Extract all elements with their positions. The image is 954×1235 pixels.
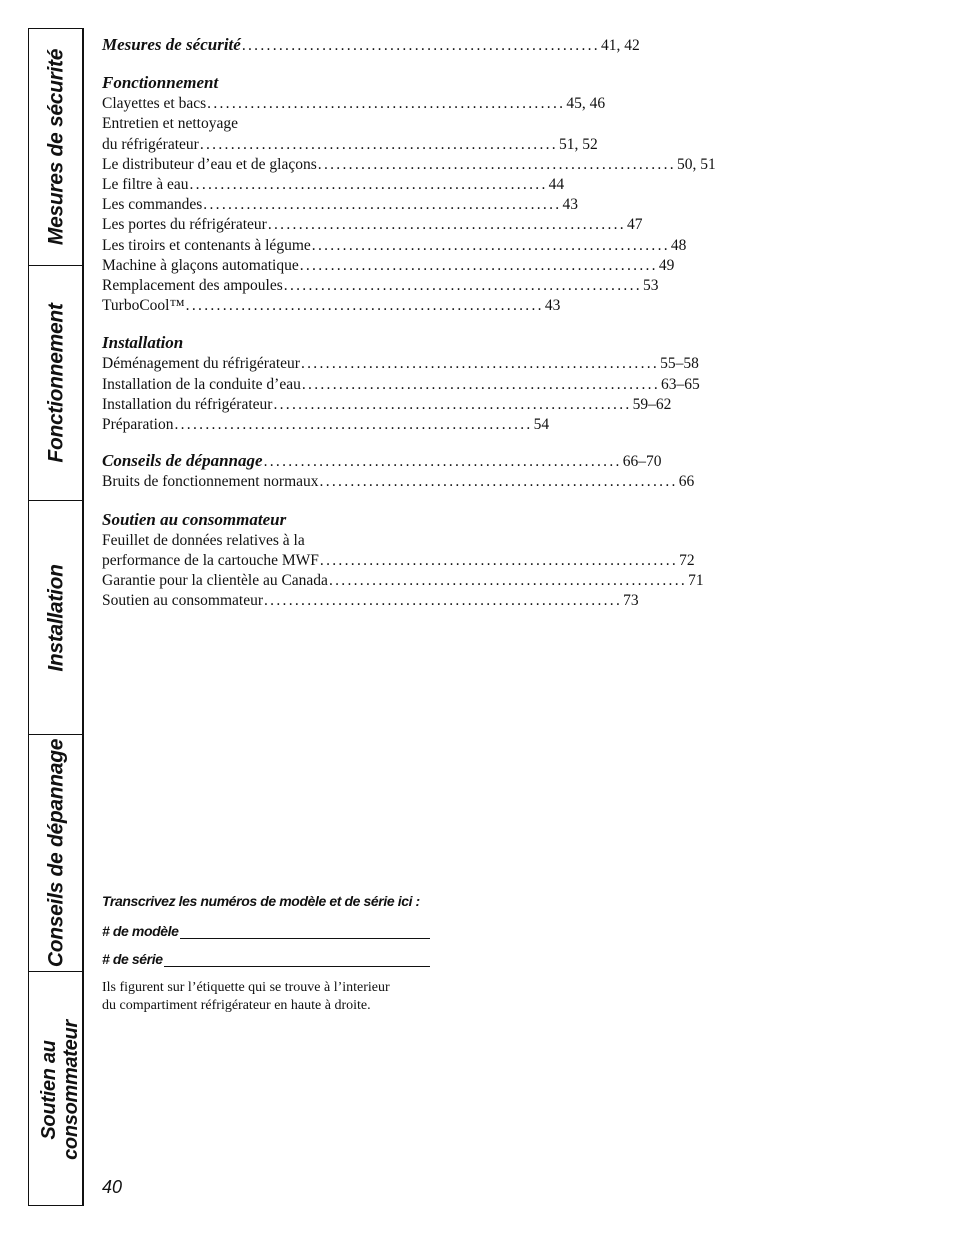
section-heading: Soutien au consommateur	[102, 509, 287, 529]
toc-entry[interactable]: Le filtre à eau .......................................................... 44	[102, 175, 420, 195]
tab-label: Conseils de dépannage	[44, 738, 67, 968]
toc-entry[interactable]: TurboCool™ .......................................................... 43	[102, 296, 420, 316]
toc-entry[interactable]: Le distributeur d’eau et de glaçons .......................................................... 50, 51	[102, 155, 420, 175]
model-number-label: # de modèle	[102, 923, 179, 939]
toc-entry[interactable]: Préparation .......................................................... 54	[102, 415, 420, 435]
tab-safety[interactable]	[29, 29, 82, 265]
page-ref: 49	[658, 256, 675, 274]
toc-entry[interactable]: Machine à glaçons automatique .......................................................... 49	[102, 256, 420, 276]
toc-entry[interactable]: Remplacement des ampoules .......................................................... 53	[102, 276, 420, 296]
tab-label: Soutien au consommateur	[37, 1019, 82, 1160]
model-number-blank[interactable]	[180, 924, 430, 939]
toc-section-operation	[102, 72, 716, 316]
record-title: Transcrivez les numéros de modèle et de série ici :	[102, 893, 420, 909]
toc-entry[interactable]: performance de la cartouche MWF .......................................................... 72	[102, 551, 420, 571]
toc-entry[interactable]: Déménagement du réfrigérateur .......................................................... 55–58	[102, 354, 420, 374]
toc-entry-line: Entretien et nettoyage	[102, 115, 238, 133]
toc-entry[interactable]: Les tiroirs et contenants à légume .......................................................... 48	[102, 236, 420, 256]
page-ref: 72	[679, 551, 695, 569]
section-heading: Installation	[102, 333, 184, 353]
serial-number-blank[interactable]	[164, 952, 430, 967]
serial-number-label: # de série	[102, 951, 163, 967]
toc-entry[interactable]: du réfrigérateur .......................................................... 51, 52	[102, 135, 420, 155]
model-serial-record	[102, 893, 447, 1015]
toc-entry[interactable]: Les commandes .......................................................... 43	[102, 195, 420, 215]
toc-entry-line: Feuillet de données relatives à la	[102, 531, 305, 549]
toc-entry[interactable]: Soutien au consommateur .......................................................... 73	[102, 591, 420, 611]
page-ref: 44	[548, 176, 565, 194]
tab-label: Mesures de sécurité	[44, 48, 67, 246]
page-ref: 48	[670, 236, 687, 254]
toc-section-troubleshooting	[102, 451, 695, 492]
toc-entry[interactable]: Les portes du réfrigérateur .......................................................... 47	[102, 215, 420, 235]
section-tab-bar	[28, 28, 84, 1206]
page-ref: 43	[562, 196, 578, 214]
tab-operation[interactable]	[29, 265, 82, 500]
toc-section-support	[102, 509, 704, 612]
record-note: Ils figurent sur l’étiquette qui se trouve à l’interieur du compartiment réfrigérateur en haute à droite.	[102, 980, 390, 1013]
page-ref: 54	[533, 416, 550, 434]
page-ref: 51, 52	[558, 135, 598, 153]
page-ref: 47	[626, 216, 643, 234]
tab-label: Installation	[44, 563, 67, 672]
page-ref: 45, 46	[566, 95, 606, 113]
toc-entry[interactable]: Bruits de fonctionnement normaux .......................................................... 66	[102, 472, 420, 492]
page-ref: 66	[678, 473, 695, 491]
tab-label: Fonctionnement	[44, 303, 67, 463]
serial-number-field[interactable]	[102, 949, 430, 967]
tab-troubleshooting[interactable]	[29, 734, 82, 971]
toc-section-installation	[102, 332, 700, 435]
toc-entry[interactable]: Conseils de dépannage .......................................................... 66–70	[102, 451, 420, 472]
toc-entry[interactable]: Mesures de sécurité .......................................................... 41, 42	[102, 35, 420, 56]
toc-entry[interactable]: Garantie pour la clientèle au Canada .......................................................... 71	[102, 571, 420, 591]
page-ref: 71	[688, 572, 704, 590]
section-heading: Fonctionnement	[102, 73, 219, 93]
page-ref: 63–65	[661, 375, 700, 393]
page-ref: 50, 51	[676, 155, 716, 173]
page-number: 40	[102, 1177, 123, 1197]
page-ref: 43	[544, 297, 561, 315]
tab-consumer-support[interactable]	[29, 971, 82, 1207]
tab-installation[interactable]	[29, 500, 82, 734]
page-ref: 55–58	[660, 355, 699, 373]
page-ref: 73	[623, 592, 639, 610]
toc-entry[interactable]: Clayettes et bacs .......................................................... 45, 46	[102, 94, 420, 114]
toc-entry[interactable]: Installation du réfrigérateur .......................................................... 59–62	[102, 395, 420, 415]
page-ref: 59–62	[632, 395, 672, 413]
toc-entry[interactable]: Installation de la conduite d’eau .......................................................... 63–65	[102, 375, 420, 395]
model-number-field[interactable]	[102, 921, 430, 939]
toc-section-safety	[102, 35, 640, 56]
page-ref: 53	[642, 277, 659, 295]
page-ref: 66–70	[622, 453, 662, 471]
page-ref: 41, 42	[600, 37, 640, 54]
table-of-contents	[102, 35, 716, 627]
